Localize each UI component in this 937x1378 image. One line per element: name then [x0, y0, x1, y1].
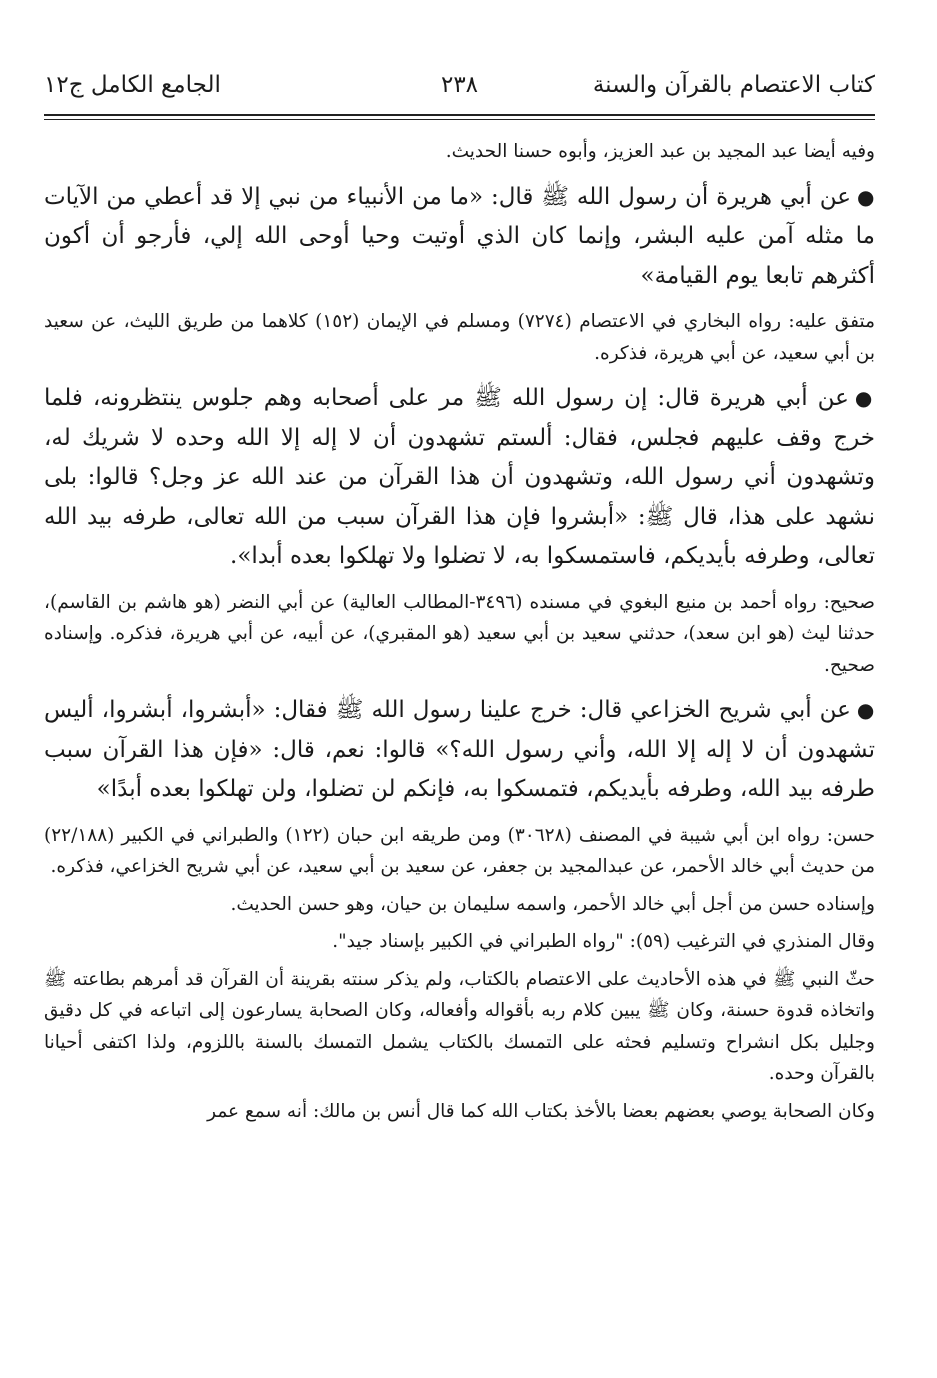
- note-paragraph: [44, 926, 875, 958]
- bullet-icon: ●: [854, 386, 875, 410]
- header-rule: [44, 114, 875, 116]
- paragraph-text: وإسناده حسن من أجل أبي خالد الأحمر، واسمه سليمان بن حيان، وهو حسن الحديث.: [230, 893, 875, 915]
- note-paragraph: [44, 306, 875, 369]
- series-title: الجامع الكامل ج١٢: [44, 72, 221, 98]
- hadith-paragraph: [44, 691, 875, 810]
- bullet-icon: ●: [856, 698, 876, 722]
- note-paragraph: [44, 964, 875, 1090]
- paragraph-text: عن أبي شريح الخزاعي قال: خرج علينا رسول الله ﷺ فقال: «أبشروا، أبشروا، أليس تشهدون أن لا إله إلا الله، وأني رسول الله؟» قالوا: نعم، قال: «فإن هذا القرآن سبب طرفه بيد الله، وطرفه بأيديكم، فتمسكوا به، فإنكم لن تضلوا، ولن تهلكوا بعده أبدًا»: [44, 697, 875, 802]
- paragraph-text: صحيح: رواه أحمد بن منيع البغوي في مسنده (٣٤٩٦-المطالب العالية) عن أبي النضر (هو هاشم بن القاسم)، حدثنا ليث (هو ابن سعد)، حدثني سعيد بن أبي سعيد (هو المقبري)، عن أبيه، عن أبي هريرة، فذكره. وإسناده صحيح.: [44, 591, 875, 676]
- paragraph-text: حسن: رواه ابن أبي شيبة في المصنف (٣٠٦٢٨) ومن طريقه ابن حبان (١٢٢) والطبراني في الكبير (٢٢/١٨٨) من حديث أبي خالد الأحمر، عن عبدالمجيد بن جعفر، عن سعيد بن أبي سعيد، عن أبي شريح الخزاعي، فذكره.: [44, 824, 876, 877]
- paragraph-text: عن أبي هريرة أن رسول الله ﷺ قال: «ما من الأنبياء من نبي إلا قد أعطي من الآيات ما مثله آمن عليه البشر، وإنما كان الذي أوتيت وحيا أوحى الله إلي، فأرجو أن أكون أكثرهم تابعا يوم القيامة»: [44, 183, 875, 289]
- note-paragraph: [44, 136, 875, 168]
- page-number: ٢٣٨: [440, 72, 479, 98]
- paragraph-text: حثّ النبي ﷺ في هذه الأحاديث على الاعتصام بالكتاب، ولم يذكر سنته بقرينة أن القرآن قد أمرهم بطاعته ﷺ واتخاذه قدوة حسنة، وكان ﷺ يبين كلام ربه بأقواله وأفعاله، وكان الصحابة يسارعون إلى اتباعه في كل دقيق وجليل بكل انشراح وتسليم فحثه على التمسك بالكتاب يشمل التمسك بالسنة باللزوم، ولذا اكتفى أحيانا بالقرآن وحده.: [44, 968, 875, 1084]
- note-paragraph: [44, 587, 875, 682]
- hadith-paragraph: [44, 178, 875, 297]
- bullet-icon: ●: [857, 184, 876, 209]
- page-header: [44, 70, 875, 106]
- note-paragraph: [44, 820, 875, 883]
- paragraph-text: متفق عليه: رواه البخاري في الاعتصام (٧٢٧٤) ومسلم في الإيمان (١٥٢) كلاهما من طريق الليث، عن سعيد بن أبي سعيد، عن أبي هريرة، فذكره.: [44, 311, 875, 364]
- note-paragraph: [44, 889, 875, 921]
- hadith-paragraph: [44, 379, 875, 577]
- paragraph-text: عن أبي هريرة قال: إن رسول الله ﷺ مر على أصحابه وهم جلوس ينتظرونه، فلما خرج وقف عليهم فجلس، فقال: ألستم تشهدون أن لا إله إلا الله وحده لا شريك له، وتشهدون أني رسول الله، وتشهدون أن هذا القرآن من عند الله عز وجل؟ قالوا: بلى نشهد على هذا، قال ﷺ: «أبشروا فإن هذا القرآن سبب من الله تعالى، طرفه بيد الله تعالى، وطرفه بأيديكم، فاستمسكوا به، لا تضلوا ولا تهلكوا بعده أبدا».: [44, 385, 875, 569]
- paragraph-text: وفيه أيضا عبد المجيد بن عبد العزيز، وأبوه حسنا الحديث.: [445, 141, 875, 162]
- paragraph-text: وكان الصحابة يوصي بعضهم بعضا بالأخذ بكتاب الله كما قال أنس بن مالك: أنه سمع عمر: [207, 1100, 875, 1122]
- note-paragraph: [44, 1096, 875, 1128]
- page-body: [44, 130, 875, 1127]
- paragraph-text: وقال المنذري في الترغيب (٥٩): "رواه الطبراني في الكبير بإسناد جيد".: [332, 931, 875, 952]
- header-rule-thin: [44, 119, 875, 120]
- book-title: كتاب الاعتصام بالقرآن والسنة: [592, 72, 875, 98]
